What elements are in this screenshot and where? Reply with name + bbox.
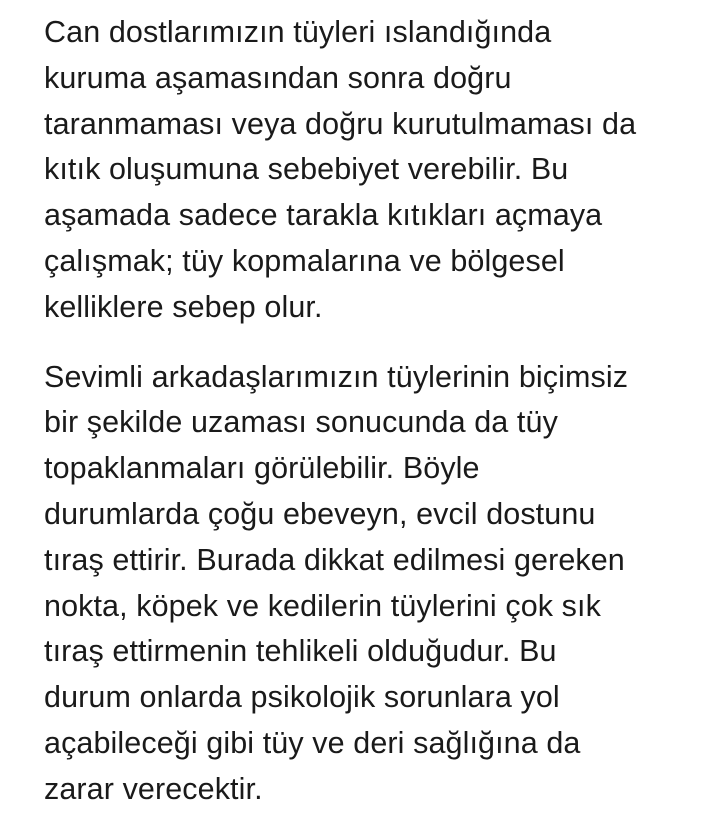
text-line: açabileceği gibi tüy ve deri sağlığına da: [44, 725, 581, 760]
text-line: topaklanmaları görülebilir. Böyle: [44, 451, 480, 486]
text-line: nokta, köpek ve kedilerin tüylerini çok sık: [44, 588, 601, 623]
text-line: tıraş ettirir. Burada dikkat edilmesi gereken: [44, 542, 625, 577]
text-line: aşamada sadece tarakla kıtıkları açmaya: [44, 198, 603, 233]
paragraph-1: [44, 10, 694, 331]
text-line: Can dostlarımızın tüyleri ıslandığında: [44, 15, 552, 49]
article-body: [44, 10, 694, 837]
text-line: bir şekilde uzaması sonucunda da tüy: [44, 405, 558, 440]
text-line: taranmaması veya doğru kurutulmaması da: [44, 106, 637, 141]
text-line: zarar verecektir.: [44, 771, 263, 806]
text-line: durum onlarda psikolojik sorunlara yol: [44, 680, 560, 715]
paragraph-2: [44, 355, 694, 813]
text-line: çalışmak; tüy kopmalarına ve bölgesel: [44, 243, 565, 278]
text-line: tıraş ettirmenin tehlikeli olduğudur. Bu: [44, 634, 557, 669]
text-line: durumlarda çoğu ebeveyn, evcil dostunu: [44, 496, 596, 531]
text-line: kuruma aşamasından sonra doğru: [44, 60, 512, 95]
text-line: kıtık oluşumuna sebebiyet verebilir. Bu: [44, 152, 569, 187]
text-line: kelliklere sebep olur.: [44, 289, 323, 324]
text-line: Sevimli arkadaşlarımızın tüylerinin biçimsiz: [44, 359, 629, 394]
